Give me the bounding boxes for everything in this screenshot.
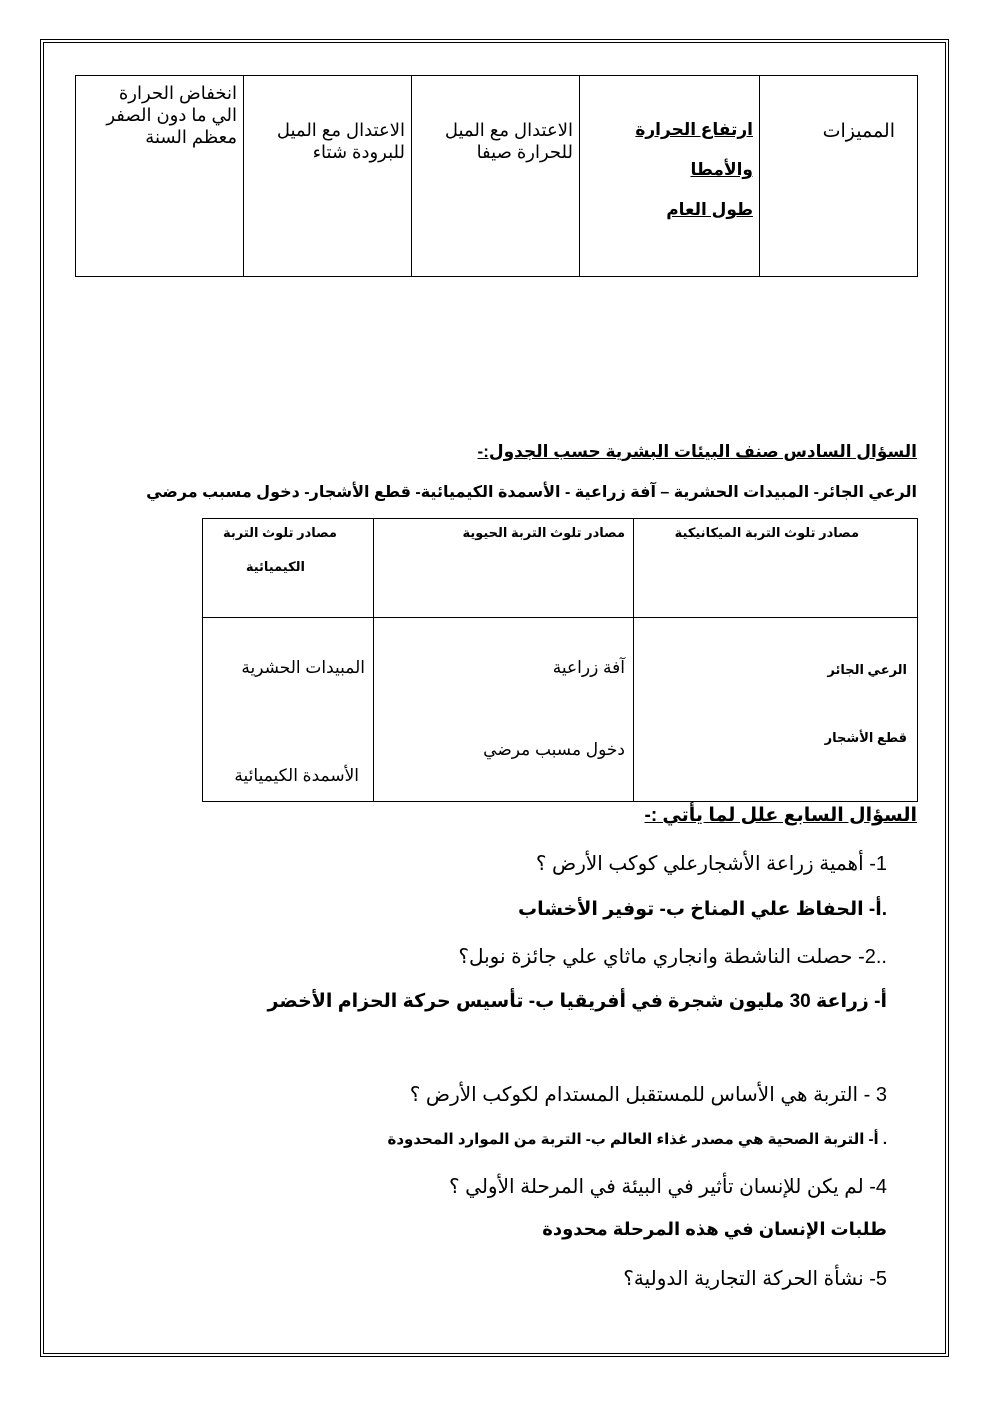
features-header-cell <box>760 76 918 277</box>
q7-answer-2: أ- زراعة 30 مليون شجرة في أفريقيا ب- تأسيس حركة الحزام الأخضر <box>267 991 887 1012</box>
climate-features-table <box>75 75 918 277</box>
answer-bio1: آفة زراعية <box>552 658 625 677</box>
q7-item-4: 4- لم يكن للإنسان تأثير في البيئة في المرحلة الأولي ؟ <box>449 1176 887 1198</box>
header-mechanical-label: مصادر تلوث التربة الميكانيكية <box>674 525 859 540</box>
col4-line2: الي ما دون الصفر <box>106 105 237 125</box>
answer-chem1: المبيدات الحشرية <box>241 658 365 677</box>
col2-line2: للحرارة صيفا <box>476 142 573 162</box>
q6-word-bank: الرعي الجائر- المبيدات الحشرية – آفة زراعية - الأسمدة الكيميائية- قطع الأشجار- دخول مسبب مرضي <box>146 484 917 501</box>
col2-cell <box>412 76 580 277</box>
q7-item-5: 5- نشأة الحركة التجارية الدولية؟ <box>623 1268 887 1290</box>
header-mechanical <box>634 519 918 618</box>
header-biological <box>374 519 634 618</box>
q7-answer-3: . أ- التربة الصحية هي مصدر غذاء العالم ب- التربة من الموارد المحدودة <box>387 1131 887 1148</box>
col3-cell <box>244 76 412 277</box>
col2-line1: الاعتدال مع الميل <box>444 120 573 140</box>
q7-item-1: 1- أهمية زراعة الأشجارعلي كوكب الأرض ؟ <box>535 853 887 875</box>
answers-chemical <box>203 618 374 802</box>
col4-cell <box>76 76 244 277</box>
answers-mechanical <box>634 618 918 802</box>
q7-item-2: ..2- حصلت الناشطة وانجاري ماثاي علي جائزة نوبل؟ <box>458 946 887 968</box>
q7-answer-4: طلبات الإنسان في هذه المرحلة محدودة <box>542 1219 887 1239</box>
header-biological-label: مصادر تلوث التربة الحيوية <box>462 525 625 540</box>
q7-answer-1: .أ- الحفاظ علي المناخ ب- توفير الأخشاب <box>518 899 887 920</box>
answer-chem2: الأسمدة الكيميائية <box>234 766 359 785</box>
col3-line2: للبرودة شتاء <box>312 142 405 162</box>
answer-mech2: قطع الأشجار <box>824 730 907 745</box>
features-label: المميزات <box>822 121 895 142</box>
q7-title: السؤال السابع علل لما يأتي :- <box>644 805 917 826</box>
q7-item-3: 3 - التربة هي الأساس للمستقبل المستدام لكوكب الأرض ؟ <box>409 1084 887 1106</box>
col1-line2: طول العام <box>666 200 753 219</box>
col1-line1: ارتفاع الحرارة والأمطا <box>635 120 753 179</box>
answer-bio2: دخول مسبب مرضي <box>483 740 625 759</box>
col1-cell <box>580 76 760 277</box>
answer-mech1: الرعي الجائر <box>827 662 907 677</box>
q6-title: السؤال السادس صنف البيئات البشرية حسب الجدول:- <box>477 442 917 461</box>
soil-pollution-table <box>202 518 918 802</box>
col4-line1: انخفاض الحرارة <box>118 83 237 103</box>
header-chemical-line1: مصادر تلوث التربة <box>222 525 337 540</box>
col3-line1: الاعتدال مع الميل <box>276 120 405 140</box>
header-chemical-line2: الكيميائية <box>245 559 305 574</box>
col4-line3: معظم السنة <box>145 127 237 147</box>
answers-biological <box>374 618 634 802</box>
header-chemical <box>203 519 374 618</box>
